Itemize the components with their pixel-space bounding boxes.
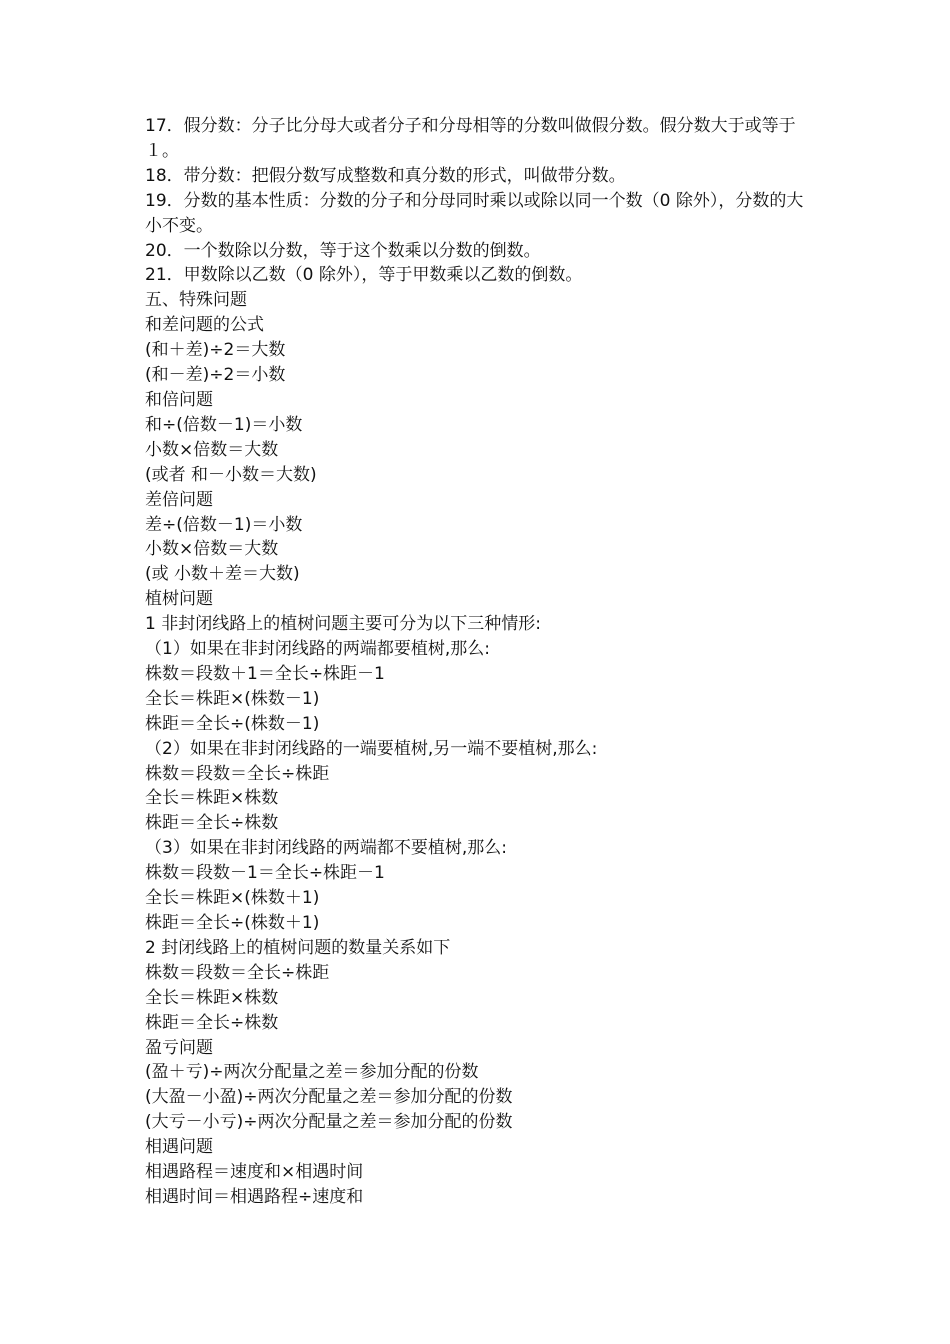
formula-line: 和÷(倍数－1)＝小数 [145, 414, 303, 435]
formula-line: 株距＝全长÷(株数＋1) [145, 913, 320, 933]
definition-21: 21．甲数除以乙数（0 除外），等于甲数乘以乙数的倒数。 [145, 265, 583, 286]
surplus-deficit-heading: 盈亏问题 [145, 1037, 213, 1058]
formula-line: 株数＝段数＝全长÷株距 [145, 763, 330, 784]
formula-line: (大亏－小亏)÷两次分配量之差＝参加分配的份数 [145, 1112, 513, 1133]
document-body [145, 114, 815, 1210]
formula-line: 株数＝段数－1＝全长÷株距－1 [145, 863, 385, 884]
formula-line: 株数＝段数＝全长÷株距 [145, 962, 330, 983]
formula-line: (和＋差)÷2＝大数 [145, 340, 286, 361]
definition-19: 19．分数的基本性质：分数的分子和分母同时乘以或除以同一个数（0 除外），分数的大小不变。 [145, 190, 804, 236]
formula-line: 株距＝全长÷株数 [145, 813, 279, 834]
tree-planting-heading: 植树问题 [145, 589, 213, 610]
formula-line: 全长＝株距×株数 [145, 987, 279, 1008]
formula-line: 株数＝段数＋1＝全长÷株距－1 [145, 663, 385, 684]
formula-line: 差÷(倍数－1)＝小数 [145, 514, 303, 535]
sum-multiple-heading: 和倍问题 [145, 389, 213, 410]
tree-planting-subcase: （1）如果在非封闭线路的两端都要植树,那么: [145, 639, 490, 660]
difference-multiple-heading: 差倍问题 [145, 489, 213, 510]
formula-line: 相遇路程＝速度和×相遇时间 [145, 1162, 364, 1183]
definition-17: 17．假分数：分子比分母大或者分子和分母相等的分数叫做假分数。假分数大于或等于１。 [145, 116, 796, 161]
formula-line: 小数×倍数＝大数 [145, 539, 279, 560]
formula-line: 全长＝株距×(株数－1) [145, 688, 320, 709]
formula-line: (和－差)÷2＝小数 [145, 365, 286, 386]
formula-line: 株距＝全长÷株数 [145, 1012, 279, 1033]
formula-line: (或 小数＋差＝大数) [145, 564, 300, 585]
formula-line: (盈＋亏)÷两次分配量之差＝参加分配的份数 [145, 1062, 479, 1083]
formula-line: 全长＝株距×株数 [145, 788, 279, 809]
definition-20: 20．一个数除以分数，等于这个数乘以分数的倒数。 [145, 240, 541, 261]
formula-line: 相遇时间＝相遇路程÷速度和 [145, 1186, 364, 1207]
tree-planting-subcase: （3）如果在非封闭线路的两端都不要植树,那么: [145, 838, 507, 859]
section-heading: 五、特殊问题 [145, 290, 247, 311]
tree-planting-subcase: （2）如果在非封闭线路的一端要植树,另一端不要植树,那么: [145, 738, 598, 759]
sum-difference-heading: 和差问题的公式 [145, 315, 264, 336]
meeting-problem-heading: 相遇问题 [145, 1137, 213, 1158]
formula-line: (或者 和－小数＝大数) [145, 464, 317, 485]
formula-line: (大盈－小盈)÷两次分配量之差＝参加分配的份数 [145, 1087, 513, 1108]
tree-planting-case-intro: 2 封闭线路上的植树问题的数量关系如下 [145, 937, 451, 958]
formula-line: 株距＝全长÷(株数－1) [145, 713, 320, 734]
definition-18: 18．带分数：把假分数写成整数和真分数的形式，叫做带分数。 [145, 165, 626, 186]
formula-line: 小数×倍数＝大数 [145, 439, 279, 460]
tree-planting-case-intro: 1 非封闭线路上的植树问题主要可分为以下三种情形: [145, 614, 541, 635]
formula-line: 全长＝株距×(株数＋1) [145, 888, 320, 909]
